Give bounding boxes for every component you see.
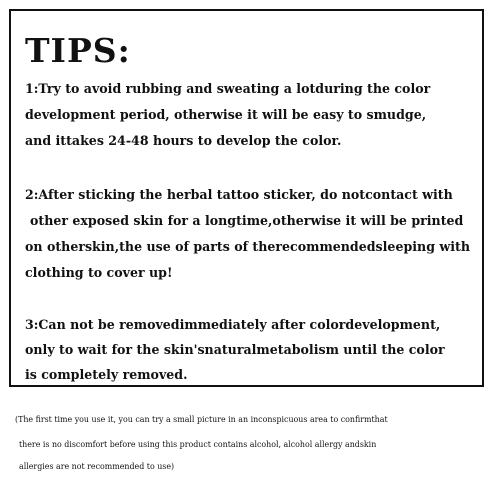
note-line-3: allergies are not recommended to use) bbox=[19, 462, 175, 471]
note-line-2: there is no discomfort before using this product contains alcohol, alcohol allergy andskin bbox=[19, 440, 377, 449]
tip-2-line-1: 2:After sticking the herbal tattoo sticker, do notcontact with bbox=[25, 187, 453, 202]
tip-1-line-2: development period, otherwise it will be easy to smudge, bbox=[25, 107, 427, 122]
tips-box bbox=[9, 9, 484, 387]
tip-3-line-3: is completely removed. bbox=[25, 367, 188, 382]
tip-3-line-2: only to wait for the skin'snaturalmetabolism until the color bbox=[25, 342, 445, 357]
tip-1-line-3: and ittakes 24-48 hours to develop the color. bbox=[25, 133, 342, 148]
tip-3-line-1: 3:Can not be removedimmediately after colordevelopment, bbox=[25, 317, 441, 332]
tip-1-line-1: 1:Try to avoid rubbing and sweating a lotduring the color bbox=[25, 81, 431, 96]
note-line-1: (The first time you use it, you can try a small picture in an inconspicuous area to confirmthat bbox=[15, 415, 388, 424]
tip-2-line-3: on otherskin,the use of parts of therecommendedsleeping with bbox=[25, 239, 470, 254]
tips-title: TIPS: bbox=[25, 31, 131, 70]
tip-2-line-2: other exposed skin for a longtime,otherwise it will be printed bbox=[30, 213, 464, 228]
tip-2-line-4: clothing to cover up! bbox=[25, 265, 173, 280]
